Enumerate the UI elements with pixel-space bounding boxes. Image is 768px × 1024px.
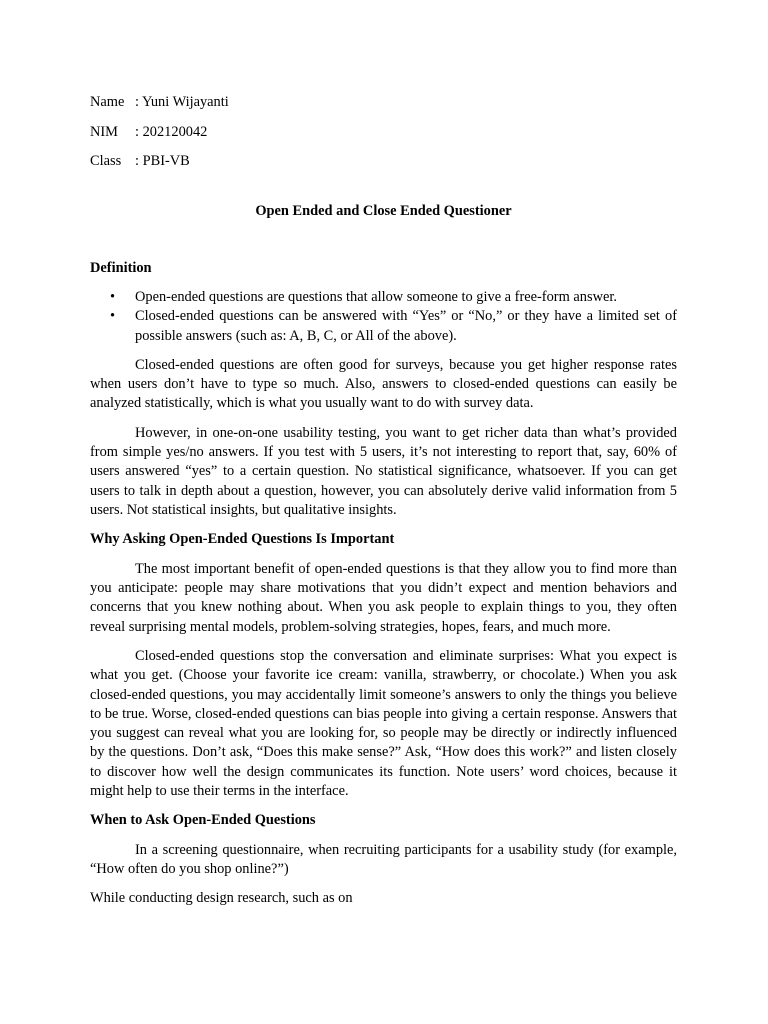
list-item — [90, 288, 677, 307]
section-heading-why: Why Asking Open-Ended Questions Is Important — [90, 531, 395, 548]
paragraph: In a screening questionnaire, when recruiting participants for a usability study (for example, “How often do you shop online?”) — [90, 841, 677, 878]
document-page — [90, 92, 677, 909]
list-item — [90, 307, 677, 346]
section-heading-definition: Definition — [90, 259, 152, 276]
name-value: : Yuni Wijayanti — [135, 94, 229, 110]
nim-row — [90, 122, 677, 152]
name-label: Name — [90, 94, 125, 110]
paragraph-trailing: While conducting design research, such as on — [90, 890, 353, 907]
definition-bullet-list — [90, 288, 677, 346]
class-label: Class — [90, 153, 122, 169]
bullet-text: Closed-ended questions can be answered with “Yes” or “No,” or they have a limited set of possible answers (such as: A, B, C, or All of the above). — [135, 308, 677, 344]
nim-value: : 202120042 — [135, 123, 208, 140]
paragraph: Closed-ended questions stop the conversation and eliminate surprises: What you expect is what you get. (Choose your favorite ice cream: vanilla, strawberry, or chocolate.) When you ask closed-ended questions, you may accidentally limit someone’s answers to only the things you believe to be true. Worse, closed-ended questions can bias people into giving a certain response. Answers that you suggest can reveal what you are looking for, so people may be directly or indirectly influenced by the questions. Don’t ask, “Does this make sense?” Ask, “How does this work?” and listen closely to discover how well the design communicates its function. Note users’ word choices, because it might help to use their terms in the interface. — [90, 647, 677, 800]
name-row — [90, 92, 677, 122]
nim-label: NIM — [90, 123, 118, 140]
paragraph: Closed-ended questions are often good for surveys, because you get higher response rates when users don’t have to type so much. Also, answers to closed-ended questions can easily be analyzed statistically, which is what you usually want to do with survey data. — [90, 356, 677, 412]
section-heading-when: When to Ask Open-Ended Questions — [90, 812, 316, 829]
class-value: : PBI-VB — [135, 153, 190, 169]
bullet-icon: • — [110, 289, 116, 305]
document-title: Open Ended and Close Ended Questioner — [255, 202, 512, 219]
bullet-text: Open-ended questions are questions that allow someone to give a free-form answer. — [135, 289, 617, 305]
paragraph: The most important benefit of open-ended questions is that they allow you to find more than you anticipate: people may share motivations that you didn’t expect and mention behaviors and concerns that you knew nothing about. When you ask people to explain things to you, they often reveal surprising mental models, problem-solving strategies, hopes, fears, and much more. — [90, 560, 677, 635]
bullet-icon: • — [110, 308, 116, 325]
paragraph: However, in one-on-one usability testing, you want to get richer data than what’s provided from simple yes/no answers. If you test with 5 users, it’s not interesting to report that, say, 60% of users answered “yes” to a certain question. No statistical significance, whatsoever. If you can get users to talk in depth about a question, however, you can absolutely derive valid information from 5 users. Not statistical insights, but qualitative insights. — [90, 424, 677, 518]
class-row — [90, 151, 677, 181]
